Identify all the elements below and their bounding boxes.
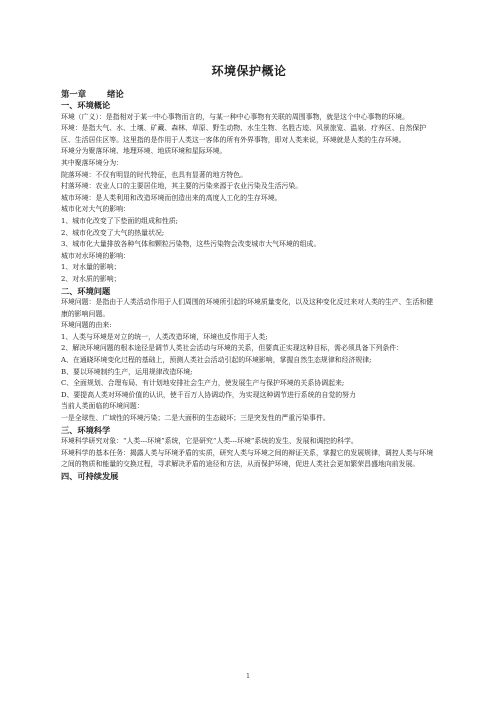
chapter-number: 第一章 <box>61 89 87 99</box>
paragraph: 1、人类与环境是对立的统一，人类改造环境，环境也反作用于人类; <box>61 332 268 341</box>
section-heading: 三、环境科学 <box>61 424 111 435</box>
paragraph: D、要提高人类对环境价值的认识，使千百万人协调动作，为实现这种调节进行系统的自觉的努力 <box>61 390 356 399</box>
paragraph: 院落环境：不仅有明显的时代特征，也具有显著的地方特色。 <box>61 170 248 179</box>
document-title: 环境保护概论 <box>211 64 287 78</box>
paragraph: B、要以环境制约生产，运用规律改造环境; <box>61 367 193 376</box>
paragraph: 环境科学的基本任务：揭露人类与环境矛盾的实质，研究人类与环境之间的辩证关系，掌握它的发展规律，调控人类与环境之间的物质和能量的交换过程，寻求解决矛盾的途径和方法，从而保护环境，促进人类社会更加繁荣昌盛地向前发展。 <box>61 448 434 469</box>
paragraph: 环境：是指大气、水、土壤、矿藏、森林、草原、野生动物、水生生物、名胜古迹、风景旅览、温泉、疗养区、自然保护区、生活居住区等。这里指的是作用于人类这一客体的所有外界事物，即对人类来说，环境就是人类的生存环境。 <box>61 124 427 144</box>
paragraph: 1、城市化改变了下垫面的组成和性质; <box>61 216 178 225</box>
paragraph: 环境问题：是指由于人类活动作用于人们周围的环境所引起的环境质量变化，以及这种变化反过来对人类的生产、生活和健康的影响问题。 <box>61 298 434 318</box>
chapter-name: 绪论 <box>107 89 124 99</box>
paragraph: 其中聚落环境分为： <box>61 158 124 167</box>
section-heading: 一、环境概论 <box>61 100 111 110</box>
paragraph: 1、对水量的影响； <box>61 263 121 272</box>
page-number: 1 <box>246 673 250 680</box>
paragraph: 城市环境：是人类利用和改造环境而创造出来的高度人工化的生存环境。 <box>61 193 282 202</box>
paragraph: A、在通晓环境变化过程的基础上，预测人类社会活动引起的环境影响，掌握自然生态规律和经济规律; <box>61 356 372 365</box>
paragraph: 城市化对大气的影响： <box>61 205 130 214</box>
section-heading: 二、环境问题 <box>61 285 111 296</box>
paragraph: 环境分为聚落环境、地理环境、地质环境和星际环境。 <box>61 147 227 156</box>
paragraph: 3、城市化大量排放各种气体和颗粒污染物，这些污染物会改变城市大气环境的组成。 <box>61 240 321 249</box>
paragraph: 2、城市化改变了大气的热量状况; <box>61 228 165 237</box>
paragraph: 村落环境：农业人口的主要居住地，其主要的污染来源于农业污染及生活污染。 <box>61 182 303 191</box>
chapter-heading <box>61 88 437 100</box>
paragraph: 环境科学研究对象：“人类---环境”系统，它是研究“人类---环境”系统的发生、发展和调控的科学。 <box>61 437 358 446</box>
paragraph: 城市对水环境的影响： <box>61 251 130 260</box>
paragraph: 一是全球性、广域性的环境污染；二是大面积的生态破坏；三是突发性的严重污染事件。 <box>61 414 330 423</box>
paragraph: 环境问题的由来: <box>61 321 112 330</box>
paragraph: C、全面规划、合理布局、有计划地安排社会生产力，使发展生产与保护环境的关系协调起来; <box>61 379 345 388</box>
paragraph: 2、对水质的影响； <box>61 274 121 283</box>
section-heading: 四、可持续发展 <box>61 471 119 481</box>
paragraph: 2、解决环境问题的根本途径是调节人类社会活动与环境的关系，但要真正实现这种目标，需必须具备下列条件： <box>61 344 404 353</box>
document-body <box>61 62 437 483</box>
paragraph: 环境（广义）：是指相对于某一中心事物而言的，与某一种中心事物有关联的周围事物，就是这个中心事物的环境。 <box>61 112 409 121</box>
paragraph: 当前人类面临的环境问题： <box>61 402 144 411</box>
